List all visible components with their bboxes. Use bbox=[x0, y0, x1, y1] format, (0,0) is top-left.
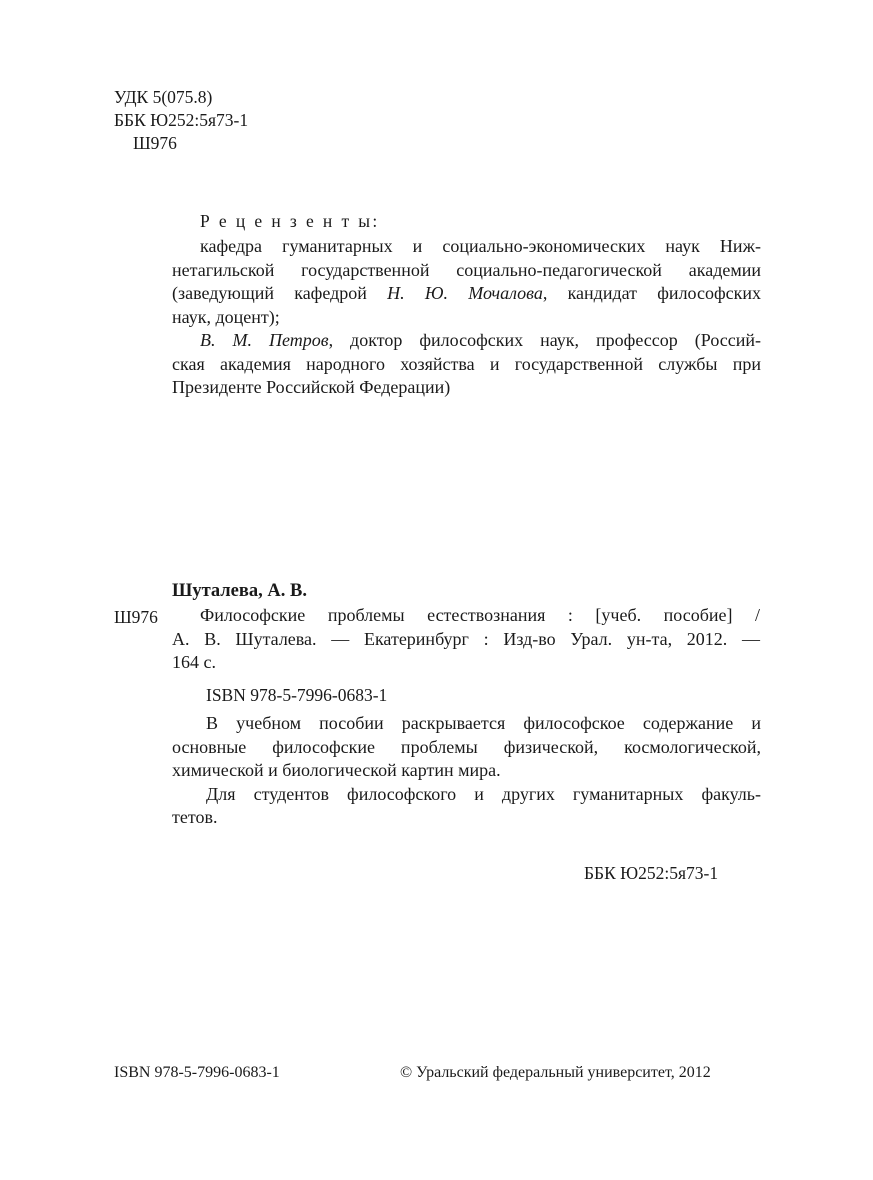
bbk-code: ББК Ю252:5я73-1 bbox=[114, 110, 249, 130]
record-bbk: ББК Ю252:5я73-1 bbox=[584, 863, 719, 883]
record-author: Шуталева, А. В. bbox=[172, 581, 307, 601]
udk-code: УДК 5(075.8) bbox=[114, 87, 213, 107]
annotation-line-3: химической и биологической картин мира. bbox=[172, 760, 501, 780]
reviewer-1-line-3-post: , кандидат философских bbox=[542, 283, 762, 303]
reviewer-1-line-4: наук, доцент); bbox=[172, 306, 280, 327]
reviewer-1-head-name: Н. Ю. Мочалова bbox=[387, 283, 543, 303]
reviewer-1-line-2: нетагильской государственной социально-педагогической академии bbox=[172, 259, 761, 280]
reviewer-2-line-1-post: , доктор философских наук, профессор (Россий- bbox=[328, 330, 762, 350]
footer-isbn: ISBN 978-5-7996-0683-1 bbox=[114, 1064, 280, 1081]
record-author-mark: Ш976 bbox=[114, 607, 158, 627]
footer-copyright: © Уральский федеральный университет, 2012 bbox=[400, 1064, 711, 1081]
record-title-line-2: А. В. Шуталева. — Екатеринбург : Изд-во Урал. ун-та, 2012. — bbox=[172, 628, 760, 649]
reviewer-1-line-3-pre: (заведующий кафедрой bbox=[172, 283, 388, 303]
annotation-line-5: тетов. bbox=[172, 807, 218, 827]
reviewer-2-line-2: ская академия народного хозяйства и государственной службы при bbox=[172, 353, 761, 374]
annotation-line-2: основные философские проблемы физической, космологической, bbox=[172, 736, 761, 757]
record-title-line-3: 164 с. bbox=[172, 652, 216, 672]
annotation-line-1: В учебном пособии раскрывается философское содержание и bbox=[206, 713, 761, 733]
annotation-line-4: Для студентов философского и других гуманитарных факуль- bbox=[206, 783, 761, 804]
reviewer-1-line-3 bbox=[172, 282, 761, 306]
author-mark: Ш976 bbox=[133, 133, 177, 153]
annotation-block bbox=[172, 712, 761, 830]
record-isbn: ISBN 978-5-7996-0683-1 bbox=[206, 685, 388, 705]
reviewer-2-line-1 bbox=[172, 329, 761, 353]
reviewer-1-line-1: кафедра гуманитарных и социально-экономических наук Ниж- bbox=[200, 236, 761, 256]
reviewer-2-name: В. М. Петров bbox=[200, 330, 329, 350]
reviewers-heading: Р е ц е н з е н т ы: bbox=[200, 211, 380, 231]
record-title-line-1: Философские проблемы естествознания : [учеб. пособие] / bbox=[200, 605, 760, 625]
record-title-block bbox=[172, 604, 760, 675]
reviewer-2-line-3: Президенте Российской Федерации) bbox=[172, 377, 451, 397]
reviewers-block bbox=[172, 235, 761, 400]
